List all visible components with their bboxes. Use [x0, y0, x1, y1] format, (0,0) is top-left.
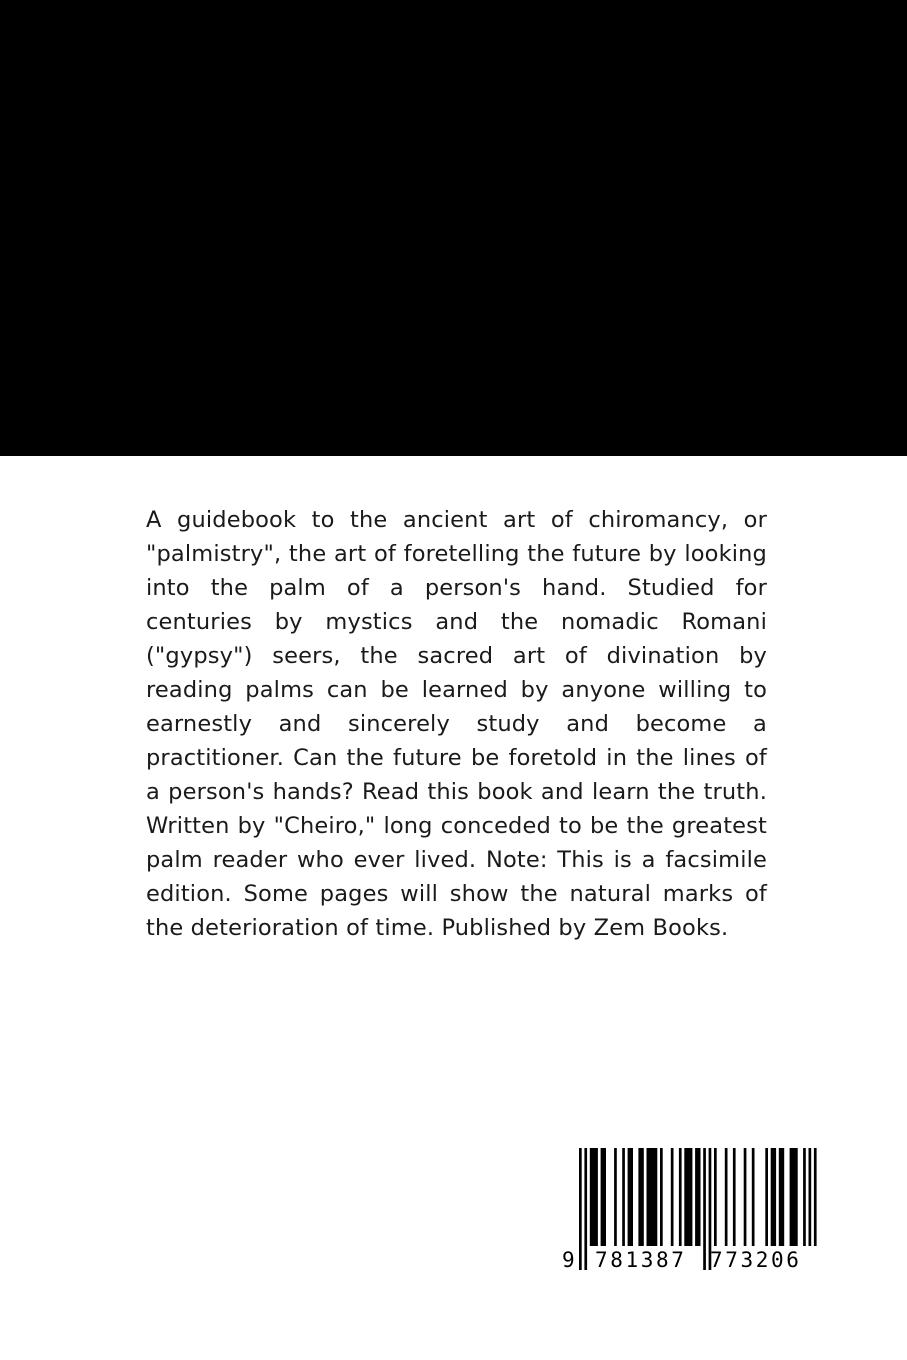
barcode-right-digits: 773206: [710, 1248, 802, 1272]
barcode-bar: [601, 1148, 606, 1246]
barcode-bar: [638, 1148, 643, 1246]
barcode-bar: [814, 1148, 817, 1246]
barcode-guard-bar: [703, 1148, 706, 1270]
barcode-bar: [684, 1148, 692, 1246]
barcode-bar: [647, 1148, 658, 1246]
barcode-first-digit: 9: [562, 1248, 578, 1272]
barcode-bar: [628, 1148, 633, 1246]
barcode-bar: [660, 1148, 663, 1246]
barcode-bar: [752, 1148, 755, 1246]
barcode-guard-bar: [579, 1148, 582, 1270]
barcode-bar: [771, 1148, 776, 1246]
barcode-bar: [714, 1148, 717, 1246]
barcode-bar: [803, 1148, 806, 1246]
barcode-bar: [779, 1148, 784, 1246]
barcode-bar: [614, 1148, 617, 1246]
barcode-bar: [590, 1148, 598, 1246]
isbn-barcode: [558, 1145, 824, 1273]
barcode-bar: [733, 1148, 736, 1246]
barcode-bar: [790, 1148, 798, 1246]
barcode-guard-bar: [584, 1148, 587, 1270]
barcode-bar: [725, 1148, 728, 1246]
barcode-bar: [809, 1148, 812, 1246]
book-description: A guidebook to the ancient art of chiromancy, or "palmistry", the art of foretelling the future by looking into the palm of a person's hand. Studied for centuries by mystics and the nomadic Romani ("gypsy") seers, the sacred art of divination by reading palms can be learned by anyone willing to earnestly and sincerely study and become a practitioner. Can the future be foretold in the lines of a person's hands? Read this book and learn the truth. Written by "Cheiro," long conceded to be the greatest palm reader who ever lived. Note: This is a facsimile edition. Some pages will show the natural marks of the deterioration of time. Published by Zem Books.: [146, 507, 767, 941]
black-header-block: [0, 0, 907, 456]
barcode-bar: [671, 1148, 674, 1246]
barcode-bar: [744, 1148, 747, 1246]
barcode-bar: [695, 1148, 700, 1246]
barcode-left-digits: 781387: [595, 1248, 687, 1272]
barcode-bar: [765, 1148, 768, 1246]
barcode-bar: [679, 1148, 682, 1246]
barcode-bar: [622, 1148, 625, 1246]
